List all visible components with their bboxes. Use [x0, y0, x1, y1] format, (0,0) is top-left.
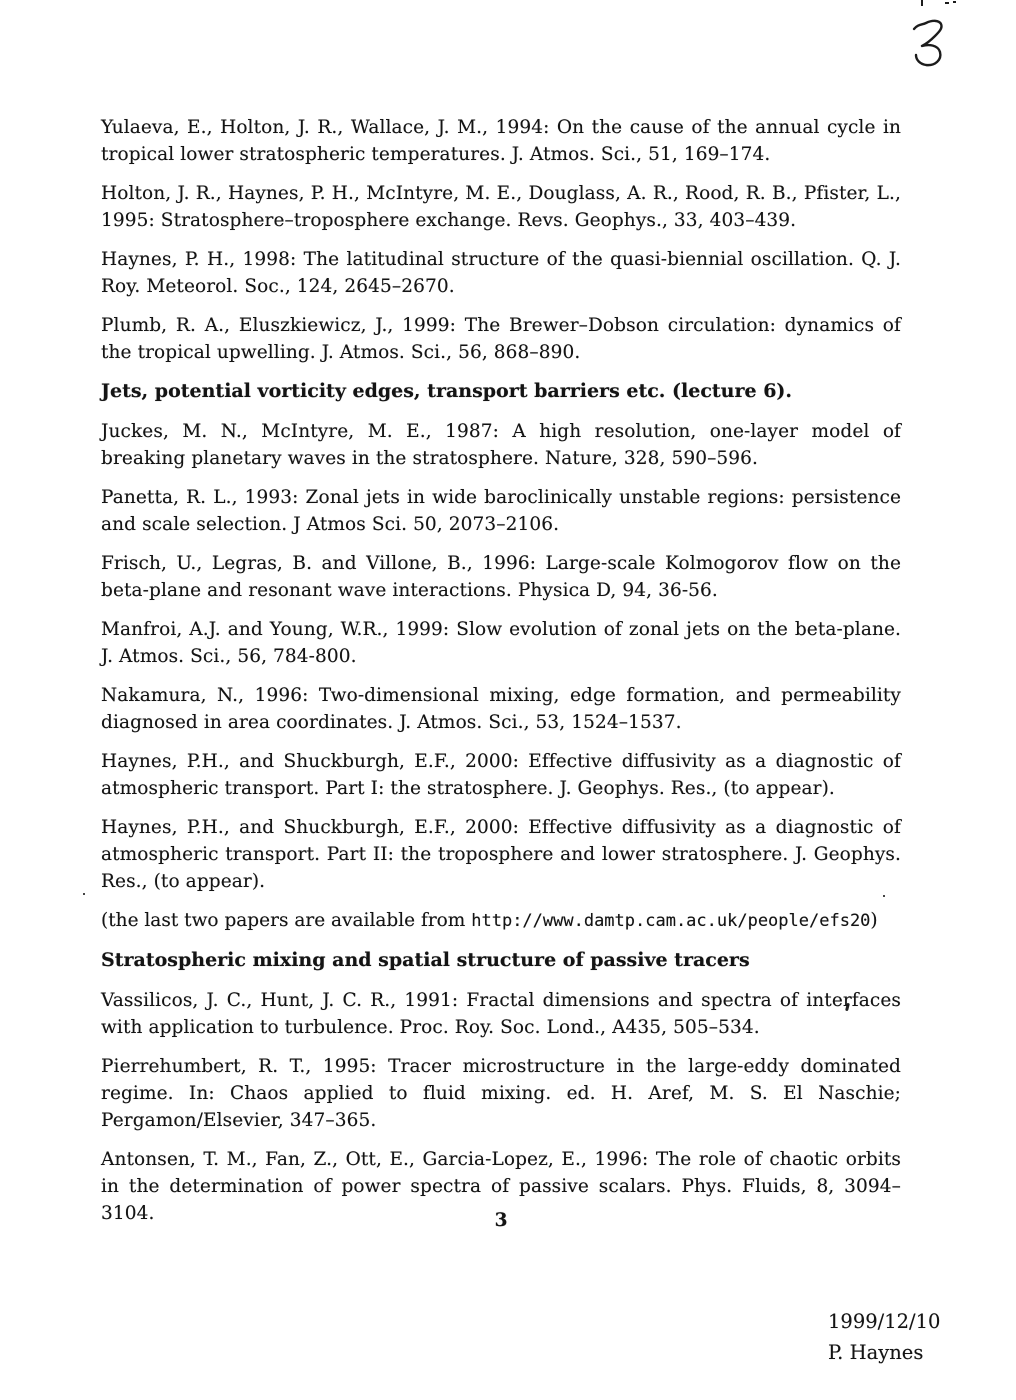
damtp-url-text: http://www.damtp.cam.ac.uk/people/efs20	[471, 911, 871, 931]
section-heading-jets: Jets, potential vorticity edges, transport barriers etc. (lecture 6).	[101, 380, 793, 402]
reference-entry-yulaeva-1994: Yulaeva, E., Holton, J. R., Wallace, J. M., 1994: On the cause of the annual cycle in tropical lower stratospheric temperatures. J. Atmos. Sci., 51, 169–174.	[101, 117, 901, 165]
reference-entry-pierrehumbert-1995: Pierrehumbert, R. T., 1995: Tracer microstructure in the large-eddy dominated regime. In: Chaos applied to fluid mixing. ed. H. Aref, M. S. El Naschie; Pergamon/Elsevier, 347–365.	[101, 1056, 901, 1131]
reference-entry-panetta-1993: Panetta, R. L., 1993: Zonal jets in wide baroclinically unstable regions: persistence and scale selection. J Atmos Sci. 50, 2073–2106.	[101, 487, 901, 535]
reference-entry-juckes-1987: Juckes, M. N., McIntyre, M. E., 1987: A high resolution, one-layer model of breaking planetary waves in the stratosphere. Nature, 328, 590–596.	[101, 421, 901, 469]
reference-entry-antonsen-1996: Antonsen, T. M., Fan, Z., Ott, E., Garcia-Lopez, E., 1996: The role of chaotic orbits in the determination of power spectra of passive scalars. Phys. Fluids, 8, 3094–3104.	[101, 1149, 901, 1224]
footer-author: P. Haynes	[828, 1341, 924, 1364]
reference-entry-vassilicos-1991: Vassilicos, J. C., Hunt, J. C. R., 1991: Fractal dimensions and spectra of interfaces with application to turbulence. Proc. Roy. Soc. Lond., A435, 505–534.	[101, 990, 901, 1038]
scan-artifact-dot	[953, 1, 956, 3]
reference-entry-holton-1995: Holton, J. R., Haynes, P. H., McIntyre, M. E., Douglass, A. R., Rood, R. B., Pfister, L., 1995: Stratosphere–troposphere exchange. Revs. Geophys., 33, 403–439.	[101, 183, 901, 231]
page-number: 3	[494, 1210, 508, 1231]
reference-entry-haynes-shuckburgh-part2: Haynes, P.H., and Shuckburgh, E.F., 2000: Effective diffusivity as a diagnostic of atmospheric transport. Part II: the troposphere and lower stratosphere. J. Geophys. Res., (to appear).	[101, 817, 901, 892]
availability-note	[101, 907, 901, 935]
references-text-block	[101, 114, 901, 1239]
scan-artifact-speck	[83, 893, 85, 895]
reference-entry-manfroi-1999: Manfroi, A.J. and Young, W.R., 1999: Slow evolution of zonal jets on the beta-plane. J. Atmos. Sci., 56, 784-800.	[101, 619, 901, 667]
footer-block	[828, 1306, 940, 1368]
footer-date: 1999/12/10	[828, 1310, 941, 1333]
availability-note-suffix: )	[870, 910, 878, 931]
availability-note-prefix: (the last two papers are available from	[101, 910, 472, 931]
reference-entry-haynes-shuckburgh-part1: Haynes, P.H., and Shuckburgh, E.F., 2000: Effective diffusivity as a diagnostic of atmospheric transport. Part I: the stratosphere. J. Geophys. Res., (to appear).	[101, 751, 901, 799]
reference-entry-plumb-1999: Plumb, R. A., Eluszkiewicz, J., 1999: The Brewer–Dobson circulation: dynamics of the tropical upwelling. J. Atmos. Sci., 56, 868–890.	[101, 315, 901, 363]
section-heading-mixing: Stratospheric mixing and spatial structure of passive tracers	[101, 949, 750, 971]
reference-entry-haynes-1998: Haynes, P. H., 1998: The latitudinal structure of the quasi-biennial oscillation. Q. J. Roy. Meteorol. Soc., 124, 2645–2670.	[101, 249, 901, 297]
reference-entry-frisch-1996: Frisch, U., Legras, B. and Villone, B., 1996: Large-scale Kolmogorov flow on the beta-plane and resonant wave interactions. Physica D, 94, 36-56.	[101, 553, 901, 601]
scan-artifact-tick	[921, 0, 923, 6]
handwritten-page-number-3	[908, 16, 954, 70]
reference-entry-nakamura-1996: Nakamura, N., 1996: Two-dimensional mixing, edge formation, and permeability diagnosed in area coordinates. J. Atmos. Sci., 53, 1524–1537.	[101, 685, 901, 733]
scan-artifact-dot	[945, 2, 949, 4]
